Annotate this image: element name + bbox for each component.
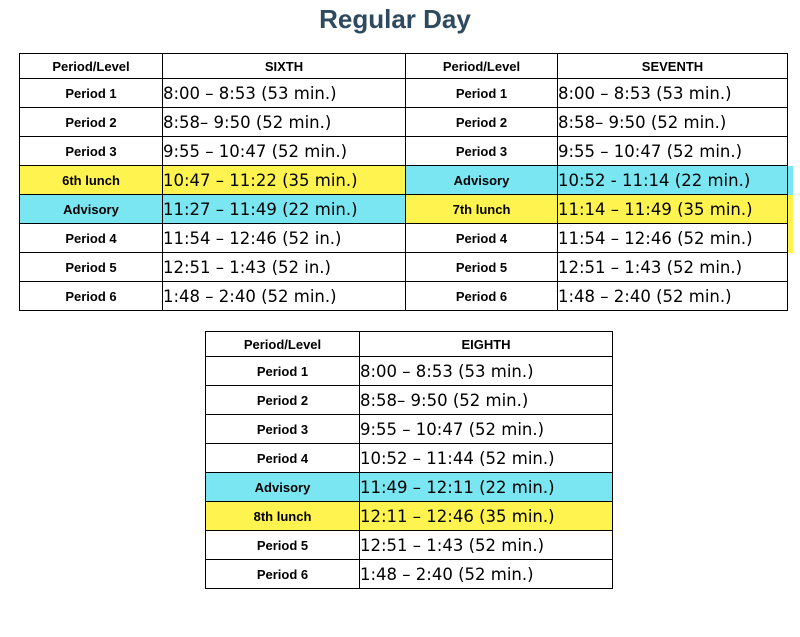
table-edge xyxy=(788,108,793,137)
sixth-period-time: 12:51 – 1:43 (52 in.) xyxy=(163,253,406,282)
seventh-lunch-label: 7th lunch xyxy=(406,195,558,224)
sixth-period-label: Period 2 xyxy=(20,108,163,137)
eighth-period-label: Period 4 xyxy=(206,444,360,473)
table-row xyxy=(20,224,793,253)
table-edge xyxy=(788,224,793,253)
sixth-period-time: 1:48 – 2:40 (52 min.) xyxy=(163,282,406,311)
table-edge xyxy=(788,195,793,224)
eighth-period-time: 12:51 – 1:43 (52 min.) xyxy=(360,531,613,560)
eighth-period-label: Period 2 xyxy=(206,386,360,415)
sixth-period-label: Period 3 xyxy=(20,137,163,166)
seventh-period-label: Period 6 xyxy=(406,282,558,311)
sixth-period-label: Period 1 xyxy=(20,79,163,108)
table-row xyxy=(20,195,793,224)
table-row xyxy=(206,357,613,386)
seventh-period-label: Period 1 xyxy=(406,79,558,108)
eighth-period-time: 9:55 – 10:47 (52 min.) xyxy=(360,415,613,444)
table-header-row xyxy=(206,332,613,357)
seventh-advisory-label: Advisory xyxy=(406,166,558,195)
table-row xyxy=(20,108,793,137)
sixth-advisory-label: Advisory xyxy=(20,195,163,224)
eighth-period-time: 8:00 – 8:53 (53 min.) xyxy=(360,357,613,386)
sixth-period-time: 9:55 – 10:47 (52 min.) xyxy=(163,137,406,166)
header-eighth: EIGHTH xyxy=(360,332,613,357)
sixth-period-label: Period 5 xyxy=(20,253,163,282)
table-header-row xyxy=(20,54,793,79)
eighth-period-time: 1:48 – 2:40 (52 min.) xyxy=(360,560,613,589)
seventh-period-label: Period 5 xyxy=(406,253,558,282)
header-sixth: SIXTH xyxy=(163,54,406,79)
seventh-period-label: Period 4 xyxy=(406,224,558,253)
eighth-advisory-label: Advisory xyxy=(206,473,360,502)
seventh-period-label: Period 2 xyxy=(406,108,558,137)
table-row xyxy=(206,386,613,415)
sixth-period-label: Period 6 xyxy=(20,282,163,311)
sixth-lunch-time: 10:47 – 11:22 (35 min.) xyxy=(163,166,406,195)
table-row-advisory xyxy=(206,473,613,502)
seventh-period-time: 11:54 – 12:46 (52 min.) xyxy=(558,224,788,253)
eighth-period-label: Period 6 xyxy=(206,560,360,589)
eighth-period-time: 10:52 – 11:44 (52 min.) xyxy=(360,444,613,473)
sixth-advisory-time: 11:27 – 11:49 (22 min.) xyxy=(163,195,406,224)
sixth-period-label: Period 4 xyxy=(20,224,163,253)
eighth-lunch-label: 8th lunch xyxy=(206,502,360,531)
eighth-period-label: Period 3 xyxy=(206,415,360,444)
table-edge xyxy=(788,137,793,166)
sixth-seventh-schedule-table xyxy=(19,53,793,311)
page-title: Regular Day xyxy=(319,4,471,34)
table-edge xyxy=(788,166,793,195)
table-row xyxy=(20,282,793,311)
seventh-advisory-time: 10:52 - 11:14 (22 min.) xyxy=(558,166,788,195)
eighth-period-label: Period 1 xyxy=(206,357,360,386)
header-period-level: Period/Level xyxy=(206,332,360,357)
table-edge xyxy=(788,54,793,79)
seventh-period-label: Period 3 xyxy=(406,137,558,166)
eighth-period-label: Period 5 xyxy=(206,531,360,560)
seventh-lunch-time: 11:14 – 11:49 (35 min.) xyxy=(558,195,788,224)
eighth-period-time: 8:58– 9:50 (52 min.) xyxy=(360,386,613,415)
table-row-lunch xyxy=(206,502,613,531)
seventh-period-time: 12:51 – 1:43 (52 min.) xyxy=(558,253,788,282)
header-period-level: Period/Level xyxy=(20,54,163,79)
sixth-period-time: 8:00 – 8:53 (53 min.) xyxy=(163,79,406,108)
table-row xyxy=(206,444,613,473)
table-row xyxy=(20,79,793,108)
table-row xyxy=(20,166,793,195)
table-edge xyxy=(788,253,793,282)
sixth-period-time: 8:58– 9:50 (52 min.) xyxy=(163,108,406,137)
table-edge xyxy=(788,282,793,311)
table-edge xyxy=(788,79,793,108)
seventh-period-time: 8:00 – 8:53 (53 min.) xyxy=(558,79,788,108)
sixth-lunch-label: 6th lunch xyxy=(20,166,163,195)
seventh-period-time: 9:55 – 10:47 (52 min.) xyxy=(558,137,788,166)
eighth-advisory-time: 11:49 – 12:11 (22 min.) xyxy=(360,473,613,502)
eighth-schedule-table xyxy=(205,331,613,589)
seventh-period-time: 8:58– 9:50 (52 min.) xyxy=(558,108,788,137)
header-seventh: SEVENTH xyxy=(558,54,788,79)
table-row xyxy=(20,137,793,166)
sixth-period-time: 11:54 – 12:46 (52 in.) xyxy=(163,224,406,253)
table-row xyxy=(20,253,793,282)
eighth-lunch-time: 12:11 – 12:46 (35 min.) xyxy=(360,502,613,531)
table-row xyxy=(206,415,613,444)
table-row xyxy=(206,560,613,589)
table-row xyxy=(206,531,613,560)
header-period-level: Period/Level xyxy=(406,54,558,79)
seventh-period-time: 1:48 – 2:40 (52 min.) xyxy=(558,282,788,311)
